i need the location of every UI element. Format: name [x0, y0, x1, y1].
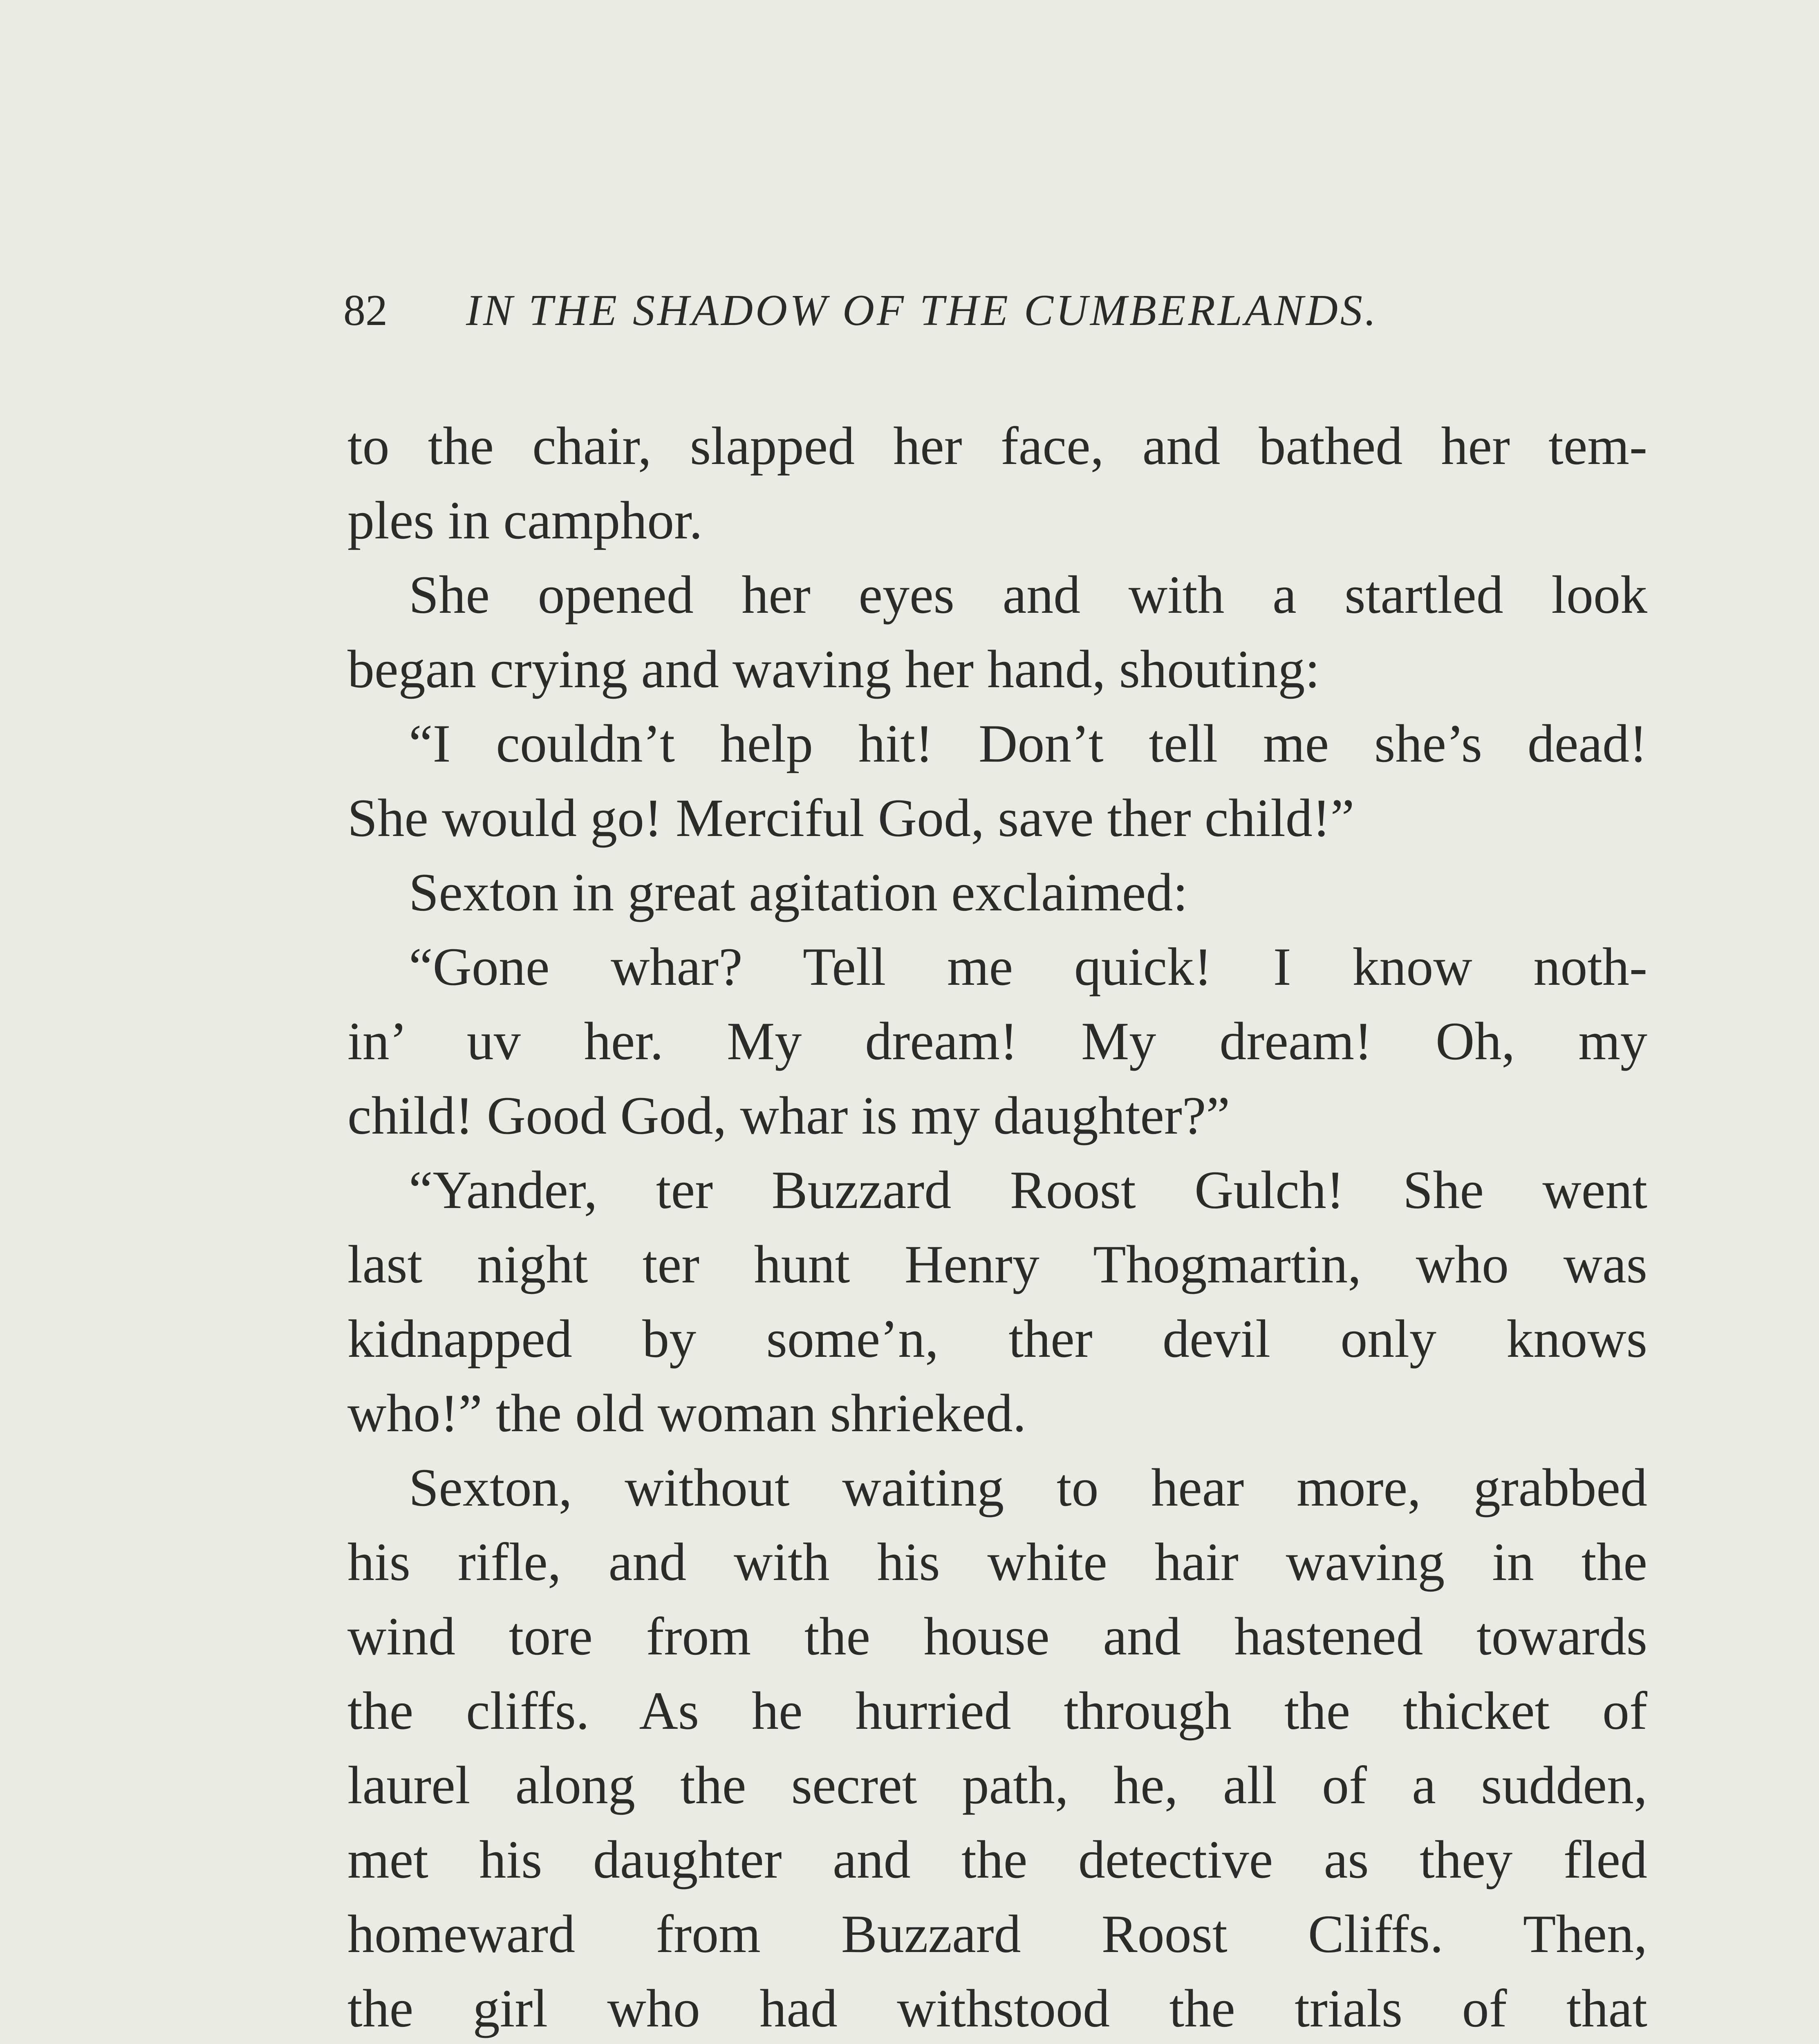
text-body — [347, 409, 1647, 2044]
book-title: IN THE SHADOW OF THE CUMBERLANDS. — [466, 286, 1378, 335]
text-line: in’ uv her. My dream! My dream! Oh, my — [347, 1011, 1647, 1071]
page-number: 82 — [343, 286, 388, 335]
text-line: “Gone whar? Tell me quick! I know noth- — [409, 937, 1647, 997]
text-line: met his daughter and the detective as they fled — [347, 1829, 1647, 1889]
text-line: to the chair, slapped her face, and bathed her tem- — [347, 416, 1647, 476]
text-line: last night ter hunt Henry Thogmartin, who was — [347, 1234, 1647, 1294]
text-line: “I couldn’t help hit! Don’t tell me she’s dead! — [409, 713, 1647, 773]
text-line: ples in camphor. — [347, 490, 703, 550]
text-line: the cliffs. As he hurried through the thicket of — [347, 1681, 1647, 1741]
text-line: Sexton in great agitation exclaimed: — [409, 862, 1188, 922]
running-head — [343, 278, 1525, 343]
text-line: homeward from Buzzard Roost Cliffs. Then, — [347, 1904, 1647, 1964]
text-line: She opened her eyes and with a startled look — [409, 565, 1647, 625]
text-line: laurel along the secret path, he, all of a sudden, — [347, 1755, 1647, 1815]
text-line: his rifle, and with his white hair waving in the — [347, 1532, 1647, 1592]
text-line: “Yander, ter Buzzard Roost Gulch! She went — [409, 1160, 1647, 1220]
text-line: who!” the old woman shrieked. — [347, 1383, 1026, 1443]
text-line: kidnapped by some’n, ther devil only knows — [347, 1309, 1647, 1369]
text-line: the girl who had withstood the trials of that — [347, 1978, 1647, 2038]
text-line: She would go! Merciful God, save ther child!” — [347, 788, 1355, 848]
text-line: Sexton, without waiting to hear more, grabbed — [409, 1457, 1647, 1517]
text-line: began crying and waving her hand, shouting: — [347, 639, 1320, 699]
text-line: child! Good God, whar is my daughter?” — [347, 1085, 1230, 1145]
text-line: wind tore from the house and hastened towards — [347, 1606, 1647, 1666]
